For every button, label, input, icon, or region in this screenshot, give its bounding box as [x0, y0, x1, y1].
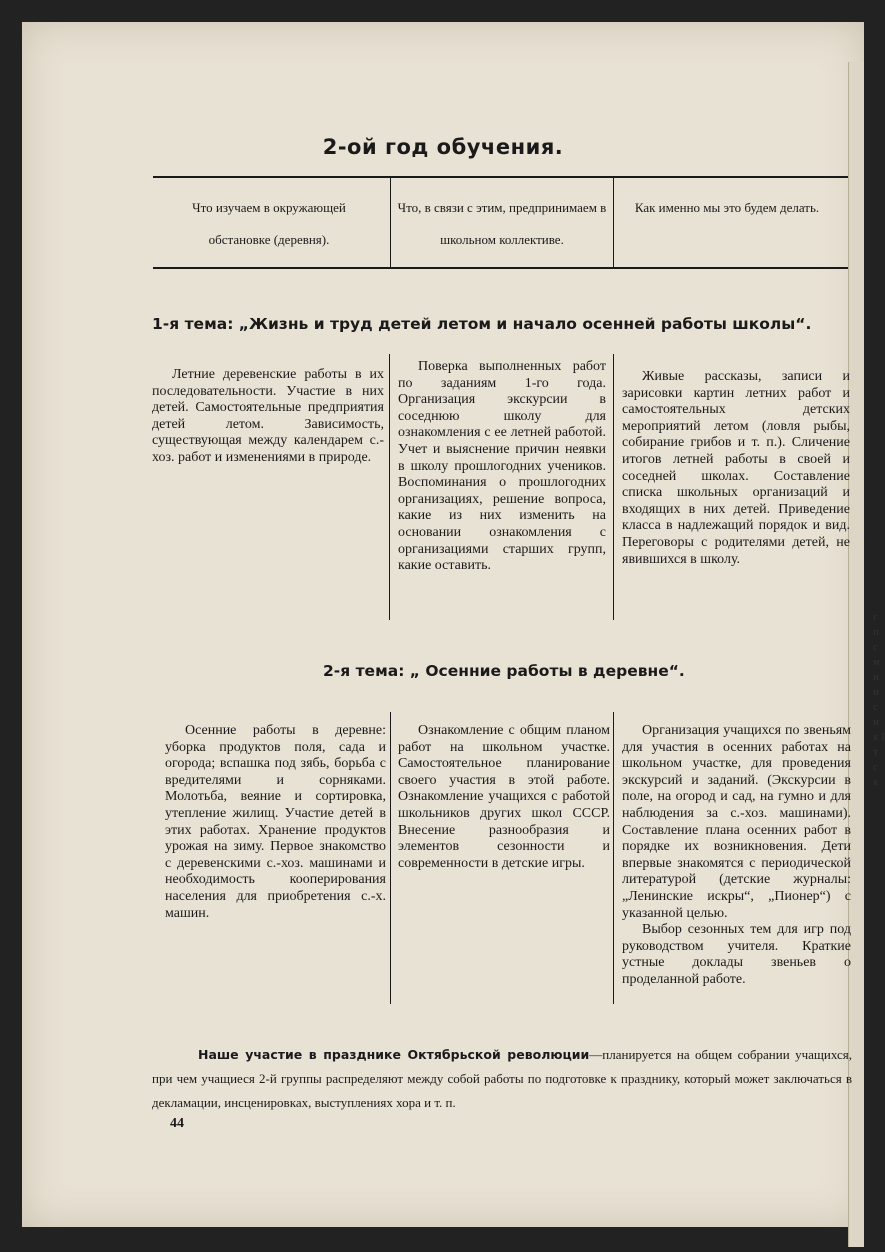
footer-paragraph — [152, 1043, 852, 1115]
adjacent-page-letters: г п с м н и с н к І т с к — [873, 611, 885, 788]
theme-2-col-1: Осенние работы в деревне: уборка продуктов поля, сада и огорода; вспашка под зябь, борьба с вредителями и сорняками. Молотьба, веяние и сортировка, утепление жилищ. Участие детей в этих работах. Хранение продуктов урожая на зиму. Первое знакомство с деревенскими с.-хоз. машинами и необходимость кооперирования населения для приобретения с.-х. машин. — [165, 723, 386, 921]
theme-2-col-3-paragraph-2: Выбор сезонных тем для игр под руководством учителя. Краткие устные доклады звеньев о проделанной работе. — [622, 922, 851, 987]
document-page — [22, 22, 885, 1227]
header-top-rule — [153, 176, 848, 178]
theme-2-divider-1 — [390, 712, 391, 1004]
page-title: 2-ой год обучения. — [322, 135, 564, 159]
theme-1-col-3: Живые рассказы, записи и зарисовки картин летних работ и самостоятельных детских мероприятий летом (ловля рыбы, собирание грибов и т. п.). Сличение итогов летней работы в своей и соседней школах. Составление списка школьных организаций и входящих в них детей. Приведение класса в надлежащий порядок и вид. Переговоры с родителями детей, не явившихся в школу. — [622, 369, 850, 567]
page-number: 44 — [170, 1116, 184, 1131]
theme-2-divider-2 — [613, 712, 614, 1004]
header-col-3: Как именно мы это будем делать. — [634, 200, 820, 215]
theme-1-col-2: Поверка выполненных работ по заданиям 1-го года. Организация экскурсии в соседнюю школу для ознакомления с ее летней работой. Учет и выяснение причин неявки в школу прошлогодних учеников. Воспоминания о прошлогодних организациях, решение вопроса, какие из них изменить на основании ознакомления с организациями старших групп, какие оставить. — [398, 359, 606, 574]
header-col-2: Что, в связи с этим, предпринимаем в школьном коллективе. — [397, 200, 607, 247]
theme-1-col-1: Летние деревенские работы в их последовательности. Участие в них детей. Самостоятельные предприятия детей летом. Зависимость, существующая между календарем с.-хоз. работ и изменениями в природе. — [152, 367, 384, 465]
theme-1-divider-1 — [389, 354, 390, 620]
theme-2-col-3 — [622, 723, 851, 989]
theme-1-title: 1-я тема: „Жизнь и труд детей летом и начало осенней работы школы“. — [152, 315, 812, 333]
header-col-1: Что изучаем в окружающей обстановке (деревня). — [192, 200, 346, 247]
footer-bold-lead: Наше участие в празднике Октябрьской революции — [198, 1047, 590, 1062]
footer-text: —планируется на общем собрании учащихся, при чем учащиеся 2-й группы распределяют между собой работы по подготовке к празднику, который может заключаться в декламации, инсценировках, выступлениях хора и т. п. — [152, 1047, 852, 1110]
theme-2-col-3-paragraph-1: Организация учащихся по звеньям для участия в осенних работах на школьном участке, для проведения экскурсий и заданий. (Экскурсии в поле, на огород и сад, на гумно и для наблюдения за с.-хоз. машинами). Составление плана осенних работ в порядке их возникновения. Дети впервые знакомятся с периодической литературой (детские журналы: „Ленинские искры“, „Пионер“) с указанной целью. — [622, 723, 851, 921]
header-divider-2 — [613, 178, 614, 267]
header-divider-1 — [390, 178, 391, 267]
header-bottom-rule — [153, 267, 848, 269]
theme-2-col-2: Ознакомление с общим планом работ на школьном участке. Самостоятельное планирование своего участия в этой работе. Ознакомление учащихся с работой школьников других школ СССР. Внесение разнообразия и элементов сезонности и современности в детские игры. — [398, 723, 610, 871]
theme-1-divider-2 — [613, 354, 614, 620]
theme-2-title: 2-я тема: „ Осенние работы в деревне“. — [323, 662, 685, 680]
